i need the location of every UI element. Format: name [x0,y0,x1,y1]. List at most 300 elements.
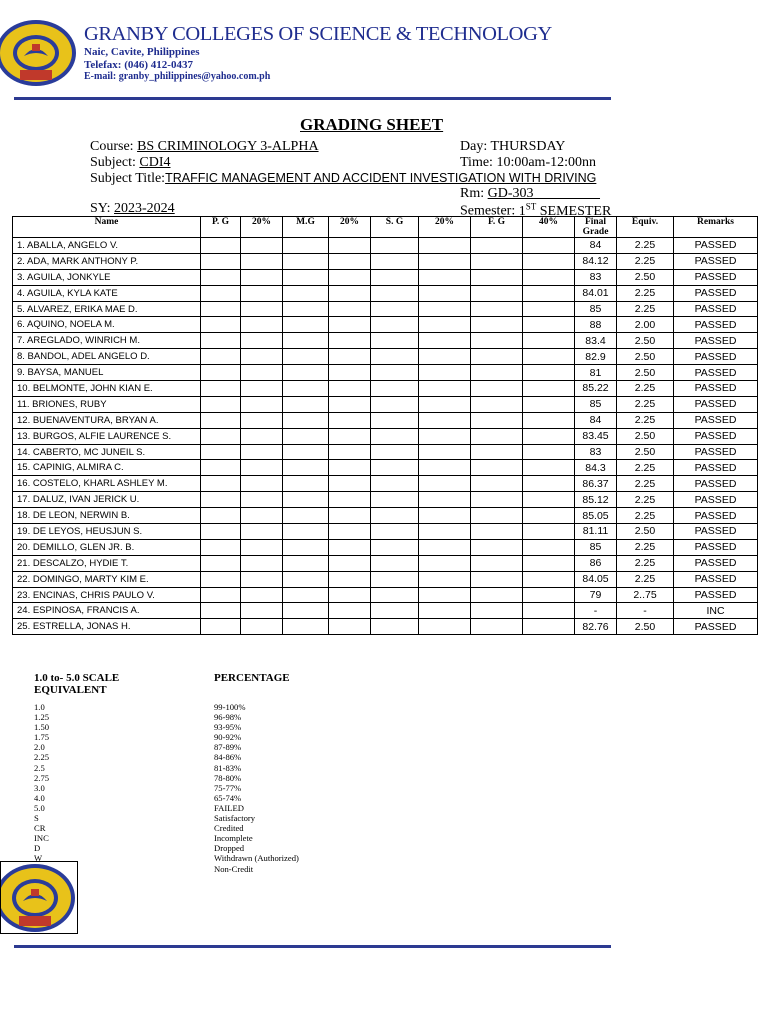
score-cell [419,333,471,349]
remarks: PASSED [674,508,758,524]
score-cell [419,428,471,444]
course-label: Course: [90,139,134,154]
score-cell [283,571,329,587]
student-name: 23. ENCINAS, CHRIS PAULO V. [13,587,201,603]
score-cell [329,269,371,285]
score-cell [471,539,523,555]
score-cell [201,619,241,635]
score-cell [371,476,419,492]
score-cell [471,253,523,269]
table-row [13,444,758,460]
score-cell [201,603,241,619]
scale-meaning: 65-74% [214,792,242,803]
table-row [13,396,758,412]
score-cell [283,476,329,492]
score-cell [241,349,283,365]
sy-field [90,201,175,217]
score-cell [241,603,283,619]
score-cell [419,365,471,381]
score-cell [523,333,575,349]
score-cell [283,285,329,301]
score-cell [329,412,371,428]
score-cell [201,396,241,412]
score-cell [201,253,241,269]
student-name: 24. ESPINOSA, FRANCIS A. [13,603,201,619]
score-cell [283,269,329,285]
subject-field [90,155,171,171]
final-grade: - [575,603,617,619]
score-cell [283,349,329,365]
score-cell [329,587,371,603]
score-cell [371,603,419,619]
score-cell [471,381,523,397]
column-header: Remarks [674,217,758,238]
table-row [13,508,758,524]
score-cell [471,428,523,444]
score-cell [371,317,419,333]
score-cell [201,365,241,381]
remarks: PASSED [674,238,758,254]
score-cell [201,539,241,555]
column-header: Equiv. [617,217,674,238]
score-cell [523,285,575,301]
score-cell [241,444,283,460]
final-grade: 81.11 [575,524,617,540]
score-cell [371,333,419,349]
score-cell [523,587,575,603]
score-cell [523,539,575,555]
scale-meaning: Incomplete [214,833,253,844]
remarks: PASSED [674,524,758,540]
score-cell [419,508,471,524]
table-row [13,555,758,571]
table-row [13,524,758,540]
table-row [13,587,758,603]
score-cell [371,396,419,412]
score-cell [201,555,241,571]
equivalent: 2.25 [617,381,674,397]
final-grade: 84.3 [575,460,617,476]
scale-code: 2.25 [34,752,50,763]
score-cell [371,412,419,428]
student-name: 18. DE LEON, NERWIN B. [13,508,201,524]
equivalent: 2.25 [617,253,674,269]
score-cell [419,285,471,301]
score-cell [329,476,371,492]
column-header: Final Grade [575,217,617,238]
score-cell [471,492,523,508]
score-cell [201,460,241,476]
remarks: PASSED [674,269,758,285]
final-grade: 88 [575,317,617,333]
equivalent: 2.25 [617,571,674,587]
score-cell [371,555,419,571]
equivalent: 2..75 [617,587,674,603]
school-seal-logo [0,20,80,86]
student-name: 14. CABERTO, MC JUNEIL S. [13,444,201,460]
equivalent: 2.50 [617,269,674,285]
remarks: PASSED [674,555,758,571]
remarks: PASSED [674,587,758,603]
course-field [90,139,319,155]
scale-code: W [34,853,43,864]
remarks: PASSED [674,365,758,381]
scale-heading: 1.0 to- 5.0 SCALE EQUIVALENT [34,672,120,696]
score-cell [371,571,419,587]
school-telefax: Telefax: (046) 412-0437 [84,59,193,71]
score-cell [283,492,329,508]
table-row [13,428,758,444]
final-grade: 85.05 [575,508,617,524]
score-cell [471,269,523,285]
semester-suffix: ST [525,201,537,211]
student-name: 8. BANDOL, ADEL ANGELO D. [13,349,201,365]
score-cell [201,381,241,397]
score-cell [471,587,523,603]
scale-meaning: Non-Credit [214,863,254,874]
score-cell [329,508,371,524]
score-cell [419,587,471,603]
scale-meaning: Satisfactory [214,813,256,824]
student-name: 13. BURGOS, ALFIE LAURENCE S. [13,428,201,444]
final-grade: 82.9 [575,349,617,365]
table-row [13,492,758,508]
score-cell [371,587,419,603]
score-cell [523,269,575,285]
semester-text: SEMESTER [539,203,612,219]
equivalent: 2.25 [617,238,674,254]
score-cell [329,444,371,460]
score-cell [371,460,419,476]
score-cell [241,333,283,349]
room-field [460,186,600,202]
score-cell [419,539,471,555]
column-header: 20% [419,217,471,238]
score-cell [523,412,575,428]
score-cell [201,349,241,365]
scale-code: 1.25 [34,712,50,723]
equivalent: 2.25 [617,301,674,317]
remarks: PASSED [674,444,758,460]
score-cell [471,317,523,333]
score-cell [283,301,329,317]
time-value: 10:00am-12:00nn [496,155,596,170]
score-cell [283,365,329,381]
student-name: 10. BELMONTE, JOHN KIAN E. [13,381,201,397]
score-cell [523,301,575,317]
score-cell [329,285,371,301]
school-seal-logo-bottom [0,861,78,934]
final-grade: 84 [575,238,617,254]
scale-code: 2.0 [34,742,45,753]
score-cell [241,524,283,540]
equivalent: 2.25 [617,285,674,301]
scale-code: INC [34,833,49,844]
scale-codes-list [34,702,49,864]
score-cell [471,460,523,476]
score-cell [371,285,419,301]
day-value: THURSDAY [490,139,566,154]
equivalent: - [617,603,674,619]
sheet-title: GRADING SHEET [300,115,444,134]
final-grade: 84.05 [575,571,617,587]
table-row [13,460,758,476]
school-name: GRANBY COLLEGES OF SCIENCE & TECHNOLOGY [84,23,552,45]
score-cell [329,381,371,397]
score-cell [241,317,283,333]
remarks: PASSED [674,333,758,349]
final-grade: 83 [575,444,617,460]
score-cell [241,571,283,587]
final-grade: 85.22 [575,381,617,397]
scale-code: D [34,843,41,854]
score-cell [329,571,371,587]
score-cell [329,301,371,317]
score-cell [283,444,329,460]
subject-title-field [90,171,596,187]
equivalent: 2.50 [617,428,674,444]
score-cell [283,412,329,428]
score-cell [419,524,471,540]
column-header: M.G [283,217,329,238]
score-cell [371,238,419,254]
final-grade: 79 [575,587,617,603]
scale-meaning: 87-89% [214,742,242,753]
score-cell [241,253,283,269]
score-cell [329,317,371,333]
subject-title-label: Subject Title: [90,171,166,186]
semester-label: Semester: [460,203,516,219]
equivalent: 2.25 [617,492,674,508]
score-cell [471,524,523,540]
score-cell [329,603,371,619]
subject-label: Subject: [90,155,136,170]
equivalent: 2.50 [617,349,674,365]
score-cell [419,571,471,587]
score-cell [241,555,283,571]
sy-value: 2023-2024 [114,201,175,216]
table-row [13,285,758,301]
score-cell [241,269,283,285]
score-cell [419,412,471,428]
scale-code: S [34,813,39,824]
score-cell [371,444,419,460]
score-cell [419,253,471,269]
score-cell [241,365,283,381]
score-cell [329,539,371,555]
score-cell [201,269,241,285]
score-cell [201,444,241,460]
remarks: PASSED [674,476,758,492]
score-cell [523,428,575,444]
score-cell [371,428,419,444]
subject-value: CDI4 [139,155,171,170]
final-grade: 85 [575,539,617,555]
score-cell [371,508,419,524]
equivalent: 2.50 [617,333,674,349]
student-name: 3. AGUILA, JONKYLE [13,269,201,285]
score-cell [283,460,329,476]
score-cell [371,253,419,269]
school-email: E-mail: granby_philippines@yahoo.com.ph [84,71,271,82]
score-cell [471,619,523,635]
score-cell [419,349,471,365]
student-name: 1. ABALLA, ANGELO V. [13,238,201,254]
score-cell [201,238,241,254]
subject-title-value: TRAFFIC MANAGEMENT AND ACCIDENT INVESTIGATION WITH DRIVING [165,171,597,185]
score-cell [283,603,329,619]
table-row [13,412,758,428]
student-name: 2. ADA, MARK ANTHONY P. [13,253,201,269]
score-cell [329,365,371,381]
scale-code: 2.75 [34,772,50,783]
remarks: PASSED [674,412,758,428]
equivalent: 2.25 [617,555,674,571]
score-cell [419,460,471,476]
score-cell [523,603,575,619]
score-cell [523,253,575,269]
student-name: 11. BRIONES, RUBY [13,396,201,412]
score-cell [523,238,575,254]
score-cell [523,396,575,412]
table-row [13,571,758,587]
remarks: INC [674,603,758,619]
score-cell [419,301,471,317]
score-cell [329,555,371,571]
scale-meaning: Dropped [214,843,245,854]
score-cell [471,603,523,619]
score-cell [371,365,419,381]
score-cell [371,301,419,317]
remarks: PASSED [674,349,758,365]
table-row [13,381,758,397]
final-grade: 85.12 [575,492,617,508]
column-header: Name [13,217,201,238]
scale-code: 1.0 [34,702,45,712]
score-cell [329,524,371,540]
final-grade: 86 [575,555,617,571]
score-cell [419,444,471,460]
score-cell [419,381,471,397]
score-cell [523,555,575,571]
score-cell [283,333,329,349]
score-cell [523,508,575,524]
remarks: PASSED [674,396,758,412]
scale-meaning: 90-92% [214,732,242,743]
grades-table [12,216,758,635]
score-cell [283,539,329,555]
final-grade: 86.37 [575,476,617,492]
student-name: 6. AQUINO, NOELA M. [13,317,201,333]
final-grade: 83.4 [575,333,617,349]
scale-meaning: 78-80% [214,772,242,783]
score-cell [241,619,283,635]
room-label: Rm: [460,186,485,201]
score-cell [471,349,523,365]
student-name: 12. BUENAVENTURA, BRYAN A. [13,412,201,428]
table-row [13,365,758,381]
equivalent: 2.50 [617,365,674,381]
score-cell [201,428,241,444]
score-cell [283,381,329,397]
equivalent: 2.25 [617,396,674,412]
percentage-heading: PERCENTAGE [214,672,290,684]
equivalent: 2.25 [617,508,674,524]
final-grade: 81 [575,365,617,381]
score-cell [283,508,329,524]
score-cell [523,492,575,508]
score-cell [371,539,419,555]
score-cell [523,571,575,587]
score-cell [523,524,575,540]
final-grade: 85 [575,396,617,412]
score-cell [241,412,283,428]
score-cell [471,285,523,301]
score-cell [329,396,371,412]
school-address: Naic, Cavite, Philippines [84,46,200,58]
score-cell [283,253,329,269]
equivalent: 2.50 [617,444,674,460]
student-name: 21. DESCALZO, HYDIE T. [13,555,201,571]
score-cell [241,476,283,492]
final-grade: 82.76 [575,619,617,635]
table-row [13,238,758,254]
final-grade: 83 [575,269,617,285]
student-name: 25. ESTRELLA, JONAS H. [13,619,201,635]
score-cell [283,555,329,571]
table-row [13,301,758,317]
final-grade: 83.45 [575,428,617,444]
time-field [460,155,596,171]
table-row [13,619,758,635]
score-cell [201,317,241,333]
score-cell [371,269,419,285]
score-cell [241,428,283,444]
score-cell [471,555,523,571]
scale-meaning: 99-100% [214,702,246,712]
score-cell [241,539,283,555]
score-cell [283,428,329,444]
table-row [13,317,758,333]
scale-meaning: 84-86% [214,752,242,763]
score-cell [241,301,283,317]
score-cell [283,317,329,333]
score-cell [329,619,371,635]
table-row [13,269,758,285]
score-cell [329,492,371,508]
student-name: 20. DEMILLO, GLEN JR. B. [13,539,201,555]
score-cell [471,238,523,254]
time-label: Time: [460,155,493,170]
scale-code: 1.50 [34,722,50,733]
score-cell [241,460,283,476]
equivalent: 2.25 [617,412,674,428]
score-cell [201,587,241,603]
score-cell [419,619,471,635]
remarks: PASSED [674,301,758,317]
equivalent: 2.50 [617,619,674,635]
table-row [13,603,758,619]
score-cell [201,492,241,508]
score-cell [523,476,575,492]
room-value: GD-303 [487,186,534,201]
column-header: 20% [329,217,371,238]
score-cell [523,460,575,476]
score-cell [201,333,241,349]
score-cell [241,285,283,301]
equivalent: 2.25 [617,539,674,555]
score-cell [471,396,523,412]
